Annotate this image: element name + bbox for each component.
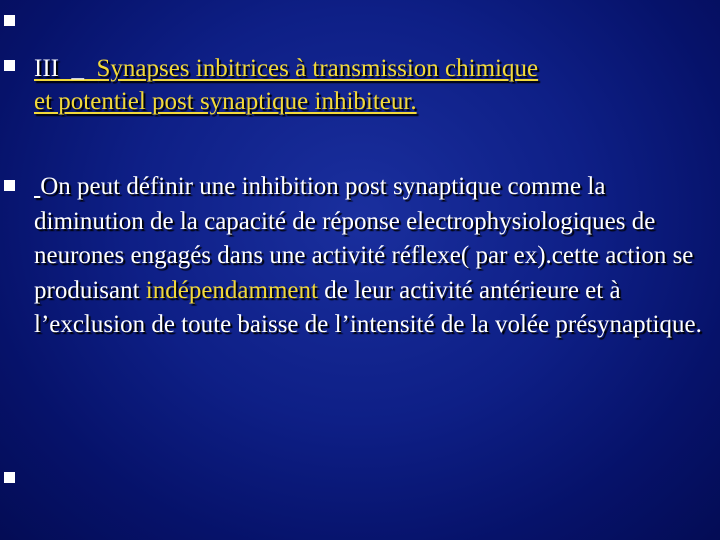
square-bullet-icon	[4, 60, 15, 71]
square-bullet-icon	[4, 15, 15, 26]
body-text-after: de leur activité antérieure et à l’exclusion de toute baisse de l’intensité de la volée présynaptique.	[34, 276, 702, 338]
square-bullet-icon	[4, 180, 15, 191]
heading-line1: Synapses inbitrices à transmission chimique	[96, 55, 539, 82]
body-highlight: indépendamment	[145, 276, 318, 304]
slide-body	[34, 170, 714, 343]
heading-line2: et potentiel post synaptique inhibiteur.	[34, 88, 417, 115]
slide-heading	[34, 52, 714, 118]
body-text-before: On peut définir une inhibition post synaptique comme la diminution de la capacité de réponse electrophysiologiques de neurones engagés dans une activité réflexe( par ex).cette action se produisant	[34, 173, 694, 304]
heading-prefix: III _	[34, 55, 97, 82]
square-bullet-icon	[4, 472, 15, 483]
